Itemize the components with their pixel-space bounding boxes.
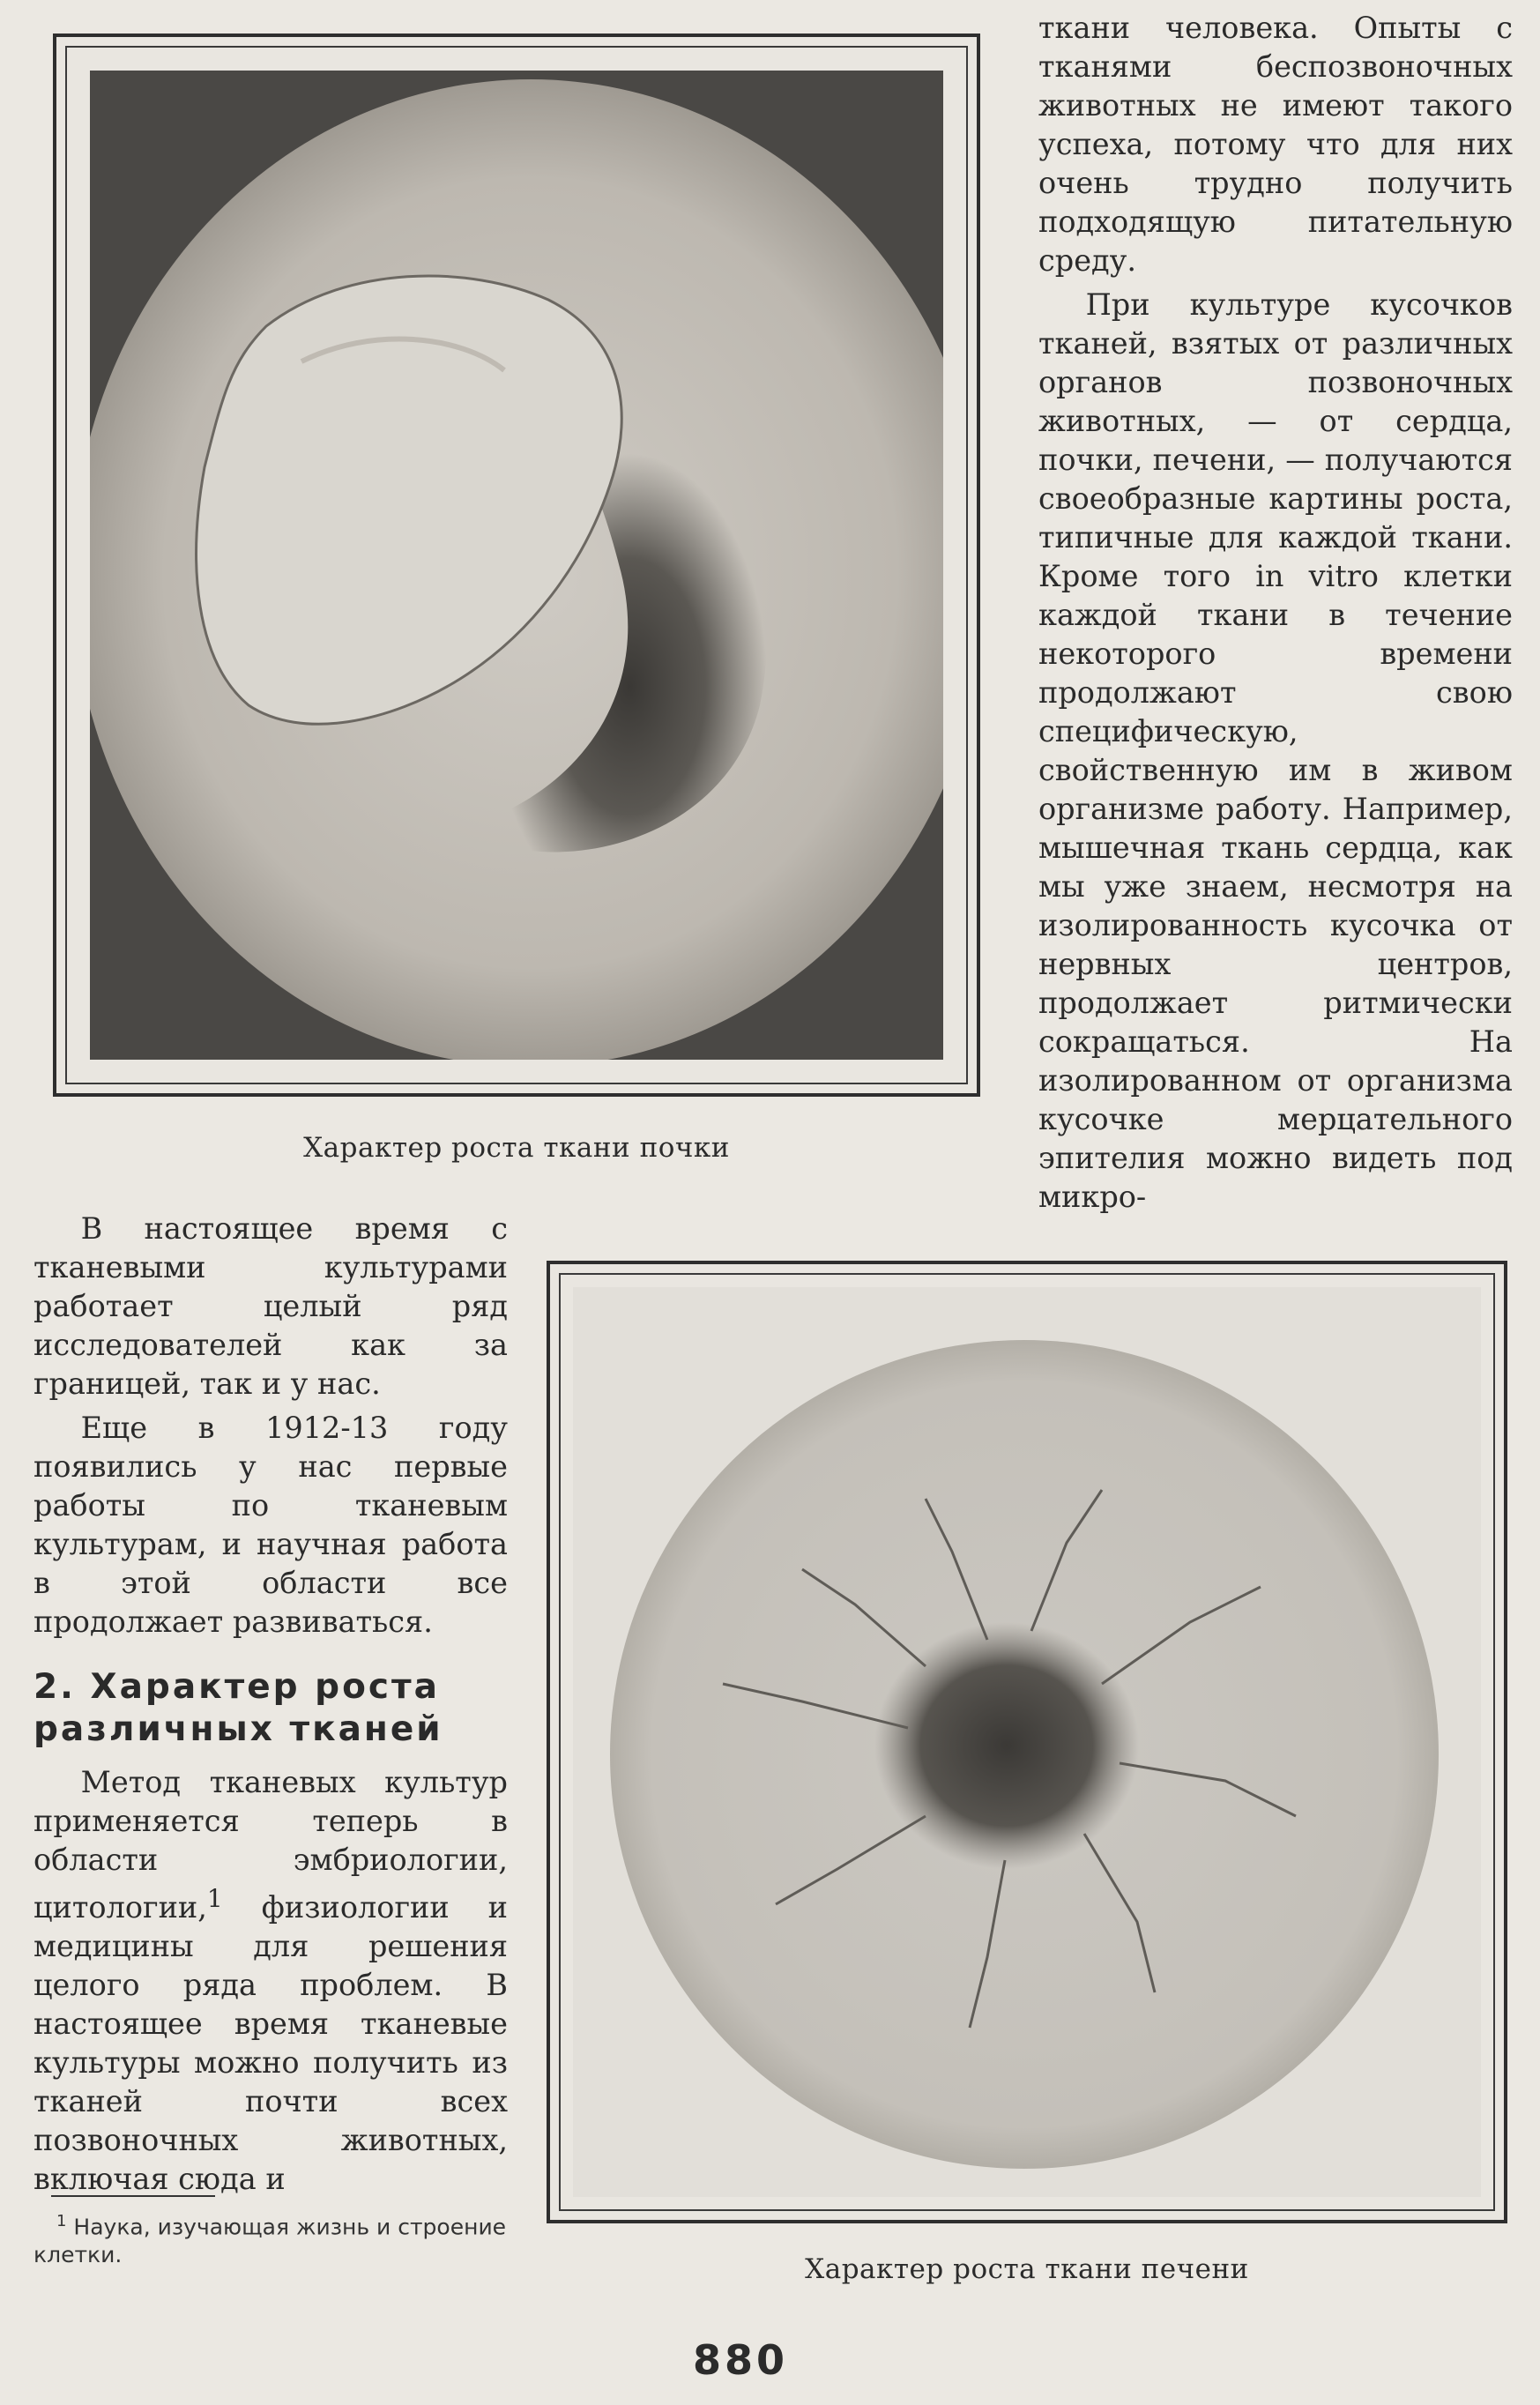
- footnote-reference: 1: [206, 1884, 223, 1913]
- figure-kidney-caption: Характер роста ткани почки: [303, 1132, 730, 1164]
- figure-liver-frame: [547, 1261, 1507, 2223]
- figure-liver-caption: Характер роста ткани печени: [805, 2253, 1249, 2285]
- footnote-text: Наука, изучающая жизнь и строение клетки.: [33, 2214, 507, 2268]
- footnote-divider: [51, 2195, 215, 2197]
- page-number: 880: [693, 2336, 789, 2384]
- footnote-marker: 1: [56, 2212, 67, 2230]
- right-paragraph-2: При культуре кусочков тканей, взятых от различных органов позвоночных животных, — от сердца, почки, печени, — получаются своеобразные картины роста, типичные для каждой ткани. Кроме того in vitro клетки каждой ткани в течение некоторого времени продолжают свою специфическую, свойственную им в живом организме работу. Например, мышечная ткань сердца, как мы уже знаем, несмотря на изолированность кусочка от нервных центров, продолжает ритмически сокращаться. На изолированном от организма кусочке мерцательного эпителия можно видеть под микро-: [1038, 287, 1513, 1214]
- section-paragraph-start: Метод тканевых культур применяется теперь в области эмбриологии, цитологии,: [33, 1765, 508, 1925]
- kidney-micrograph: [90, 71, 943, 1060]
- left-text-column: [33, 1210, 508, 2204]
- right-paragraph-1: ткани человека. Опыты с тканями беспозвоночных животных не имеют такого успеха, потому что для них очень трудно получить подходящую питательную среду.: [1038, 11, 1513, 278]
- section-paragraph-rest: физиологии и медицины для решения целого ряда проблем. В настоящее время тканевые культуры можно получить из тканей почти всех позвоночных животных, включая сюда и: [33, 1890, 508, 2197]
- left-paragraph-2: Еще в 1912-13 году появились у нас первые работы по тканевым культурам, и научная работа в этой области все продолжает развиваться.: [33, 1411, 508, 1639]
- liver-micrograph: [573, 1287, 1481, 2197]
- right-text-column: [1038, 9, 1513, 1222]
- left-paragraph-1: В настоящее время с тканевыми культурами работает целый ряд исследователей как за границей, так и у нас.: [33, 1211, 508, 1401]
- section-heading: 2. Характер роста различных тканей: [33, 1667, 443, 1749]
- figure-kidney-frame: [53, 34, 980, 1097]
- left-section-paragraph: [33, 1763, 508, 2199]
- footnote: [33, 2208, 510, 2269]
